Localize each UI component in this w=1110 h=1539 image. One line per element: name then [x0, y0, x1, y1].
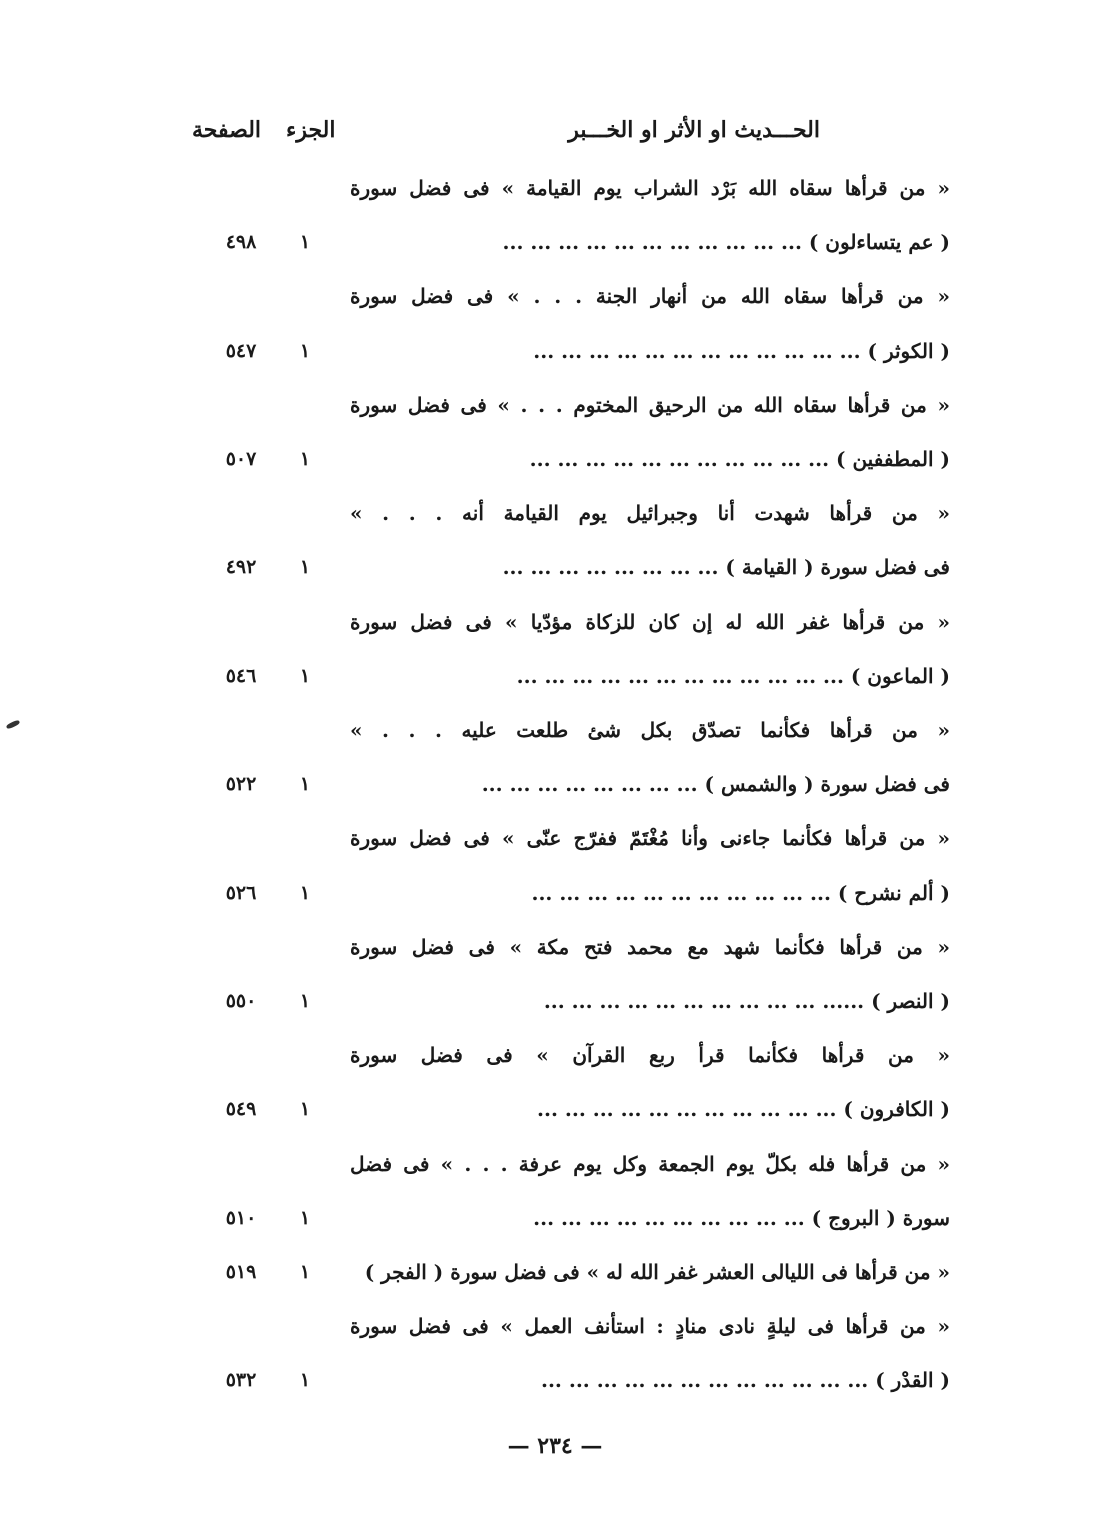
entry-text: ( عم يتساءلون ) ... ... ... ... ... ... ... ... ... ... ... — [502, 230, 950, 254]
entry-page: ٥٤٩ — [225, 1098, 257, 1120]
entry-page: ٥١٩ — [225, 1261, 257, 1283]
entry-text: « من قرأها فله بكلّ يوم الجمعة وكل يوم عرفة . . . » فى فضل — [350, 1152, 950, 1176]
entry-page: ٥٢٦ — [225, 882, 257, 904]
index-line — [0, 1353, 1110, 1407]
entry-text: ( النصر ) ...... ... ... ... ... ... ... ... ... ... ... — [543, 989, 950, 1013]
index-line — [0, 378, 1110, 432]
entry-text: « من قرأها فكأنما جاءنى وأنا مُغْتَمّ ففرّج عنّى » فى فضل سورة — [350, 826, 950, 850]
page-number: — ٢٣٤ — — [507, 1433, 603, 1459]
entry-text: ( المطففين ) ... ... ... ... ... ... ... ... ... ... ... — [529, 447, 950, 471]
entry-volume: ١ — [299, 1207, 311, 1229]
index-line — [0, 595, 1110, 649]
entry-page: ٤٩٢ — [225, 556, 257, 578]
entry-text: ( القدْر ) ... ... ... ... ... ... ... ... ... ... ... ... — [541, 1368, 950, 1392]
entry-page: ٥٥٠ — [225, 990, 257, 1012]
entry-text: ( الكافرون ) ... ... ... ... ... ... ... ... ... ... ... — [537, 1097, 950, 1121]
entry-text: « من قرأها فكأنما قرأ ربع القرآن » فى فضل سورة — [350, 1043, 950, 1067]
entry-volume: ١ — [299, 990, 311, 1012]
index-line — [0, 215, 1110, 269]
index-line — [0, 1028, 1110, 1082]
entry-text: « من قرأها فكأنما تصدّق بكل شئ طلعت عليه . . . » — [350, 718, 950, 742]
entry-text: « من قرأها سقاه الله من أنهار الجنة . . . » فى فضل سورة — [350, 284, 950, 308]
index-line — [0, 920, 1110, 974]
column-header-volume: الجزء — [286, 117, 336, 143]
index-line — [0, 432, 1110, 486]
entry-text: فى فضل سورة ( القيامة ) ... ... ... ... ... ... ... ... — [502, 555, 950, 579]
entry-page: ٥١٠ — [225, 1207, 257, 1229]
entry-text: فى فضل سورة ( والشمس ) ... ... ... ... ... ... ... ... — [481, 772, 950, 796]
column-header-hadith: الحـــديث او الأثر او الخـــبر — [568, 117, 820, 143]
index-line — [0, 757, 1110, 811]
index-line — [0, 866, 1110, 920]
index-line — [0, 811, 1110, 865]
entry-text: « من قرأها غفر الله له إن كان للزكاة مؤدّيا » فى فضل سورة — [350, 610, 950, 634]
entry-volume: ١ — [299, 1369, 311, 1391]
index-line — [0, 540, 1110, 594]
entry-volume: ١ — [299, 340, 311, 362]
entry-text: « من قرأها فى ليلةٍ نادى منادٍ : استأنف العمل » فى فضل سورة — [350, 1314, 950, 1338]
index-line — [0, 324, 1110, 378]
index-line — [0, 1245, 1110, 1299]
entry-text: « من قرأها سقاه الله من الرحيق المختوم . . . » فى فضل سورة — [350, 393, 950, 417]
entry-text: ( الكوثر ) ... ... ... ... ... ... ... ... ... ... ... ... — [533, 339, 950, 363]
index-line — [0, 1137, 1110, 1191]
index-line — [0, 649, 1110, 703]
entry-page: ٤٩٨ — [225, 231, 257, 253]
entry-text: « من قرأها فى الليالى العشر غفر الله له » فى فضل سورة ( الفجر ) — [364, 1260, 950, 1284]
entry-page: ٥٤٦ — [225, 665, 257, 687]
entry-page: ٥٤٧ — [225, 340, 257, 362]
entry-text: ( الماعون ) ... ... ... ... ... ... ... ... ... ... ... ... — [516, 664, 950, 688]
index-line — [0, 703, 1110, 757]
index-line — [0, 974, 1110, 1028]
entry-volume: ١ — [299, 448, 311, 470]
entry-volume: ١ — [299, 1261, 311, 1283]
entry-volume: ١ — [299, 773, 311, 795]
entry-text: « من قرأها فكأنما شهد مع محمد فتح مكة » فى فضل سورة — [350, 935, 950, 959]
entry-volume: ١ — [299, 665, 311, 687]
column-header-page: الصفحة — [192, 117, 262, 143]
entry-text: « من قرأها شهدت أنا وجبرائيل يوم القيامة أنه . . . » — [350, 501, 950, 525]
index-line — [0, 486, 1110, 540]
entry-volume: ١ — [299, 231, 311, 253]
entry-text: « من قرأها سقاه الله بَرْد الشراب يوم القيامة » فى فضل سورة — [350, 176, 950, 200]
index-line — [0, 1299, 1110, 1353]
entry-volume: ١ — [299, 1098, 311, 1120]
entry-page: ٥٢٢ — [225, 773, 257, 795]
index-line — [0, 1082, 1110, 1136]
entry-text: سورة ( البروج ) ... ... ... ... ... ... ... ... ... ... — [533, 1206, 950, 1230]
entry-text: ( ألم نشرح ) ... ... ... ... ... ... ... ... ... ... ... — [531, 881, 950, 905]
entry-page: ٥٠٧ — [225, 448, 257, 470]
index-line — [0, 1191, 1110, 1245]
entry-volume: ١ — [299, 882, 311, 904]
entry-page: ٥٣٢ — [225, 1369, 257, 1391]
index-line — [0, 269, 1110, 323]
index-line — [0, 161, 1110, 215]
entry-volume: ١ — [299, 556, 311, 578]
